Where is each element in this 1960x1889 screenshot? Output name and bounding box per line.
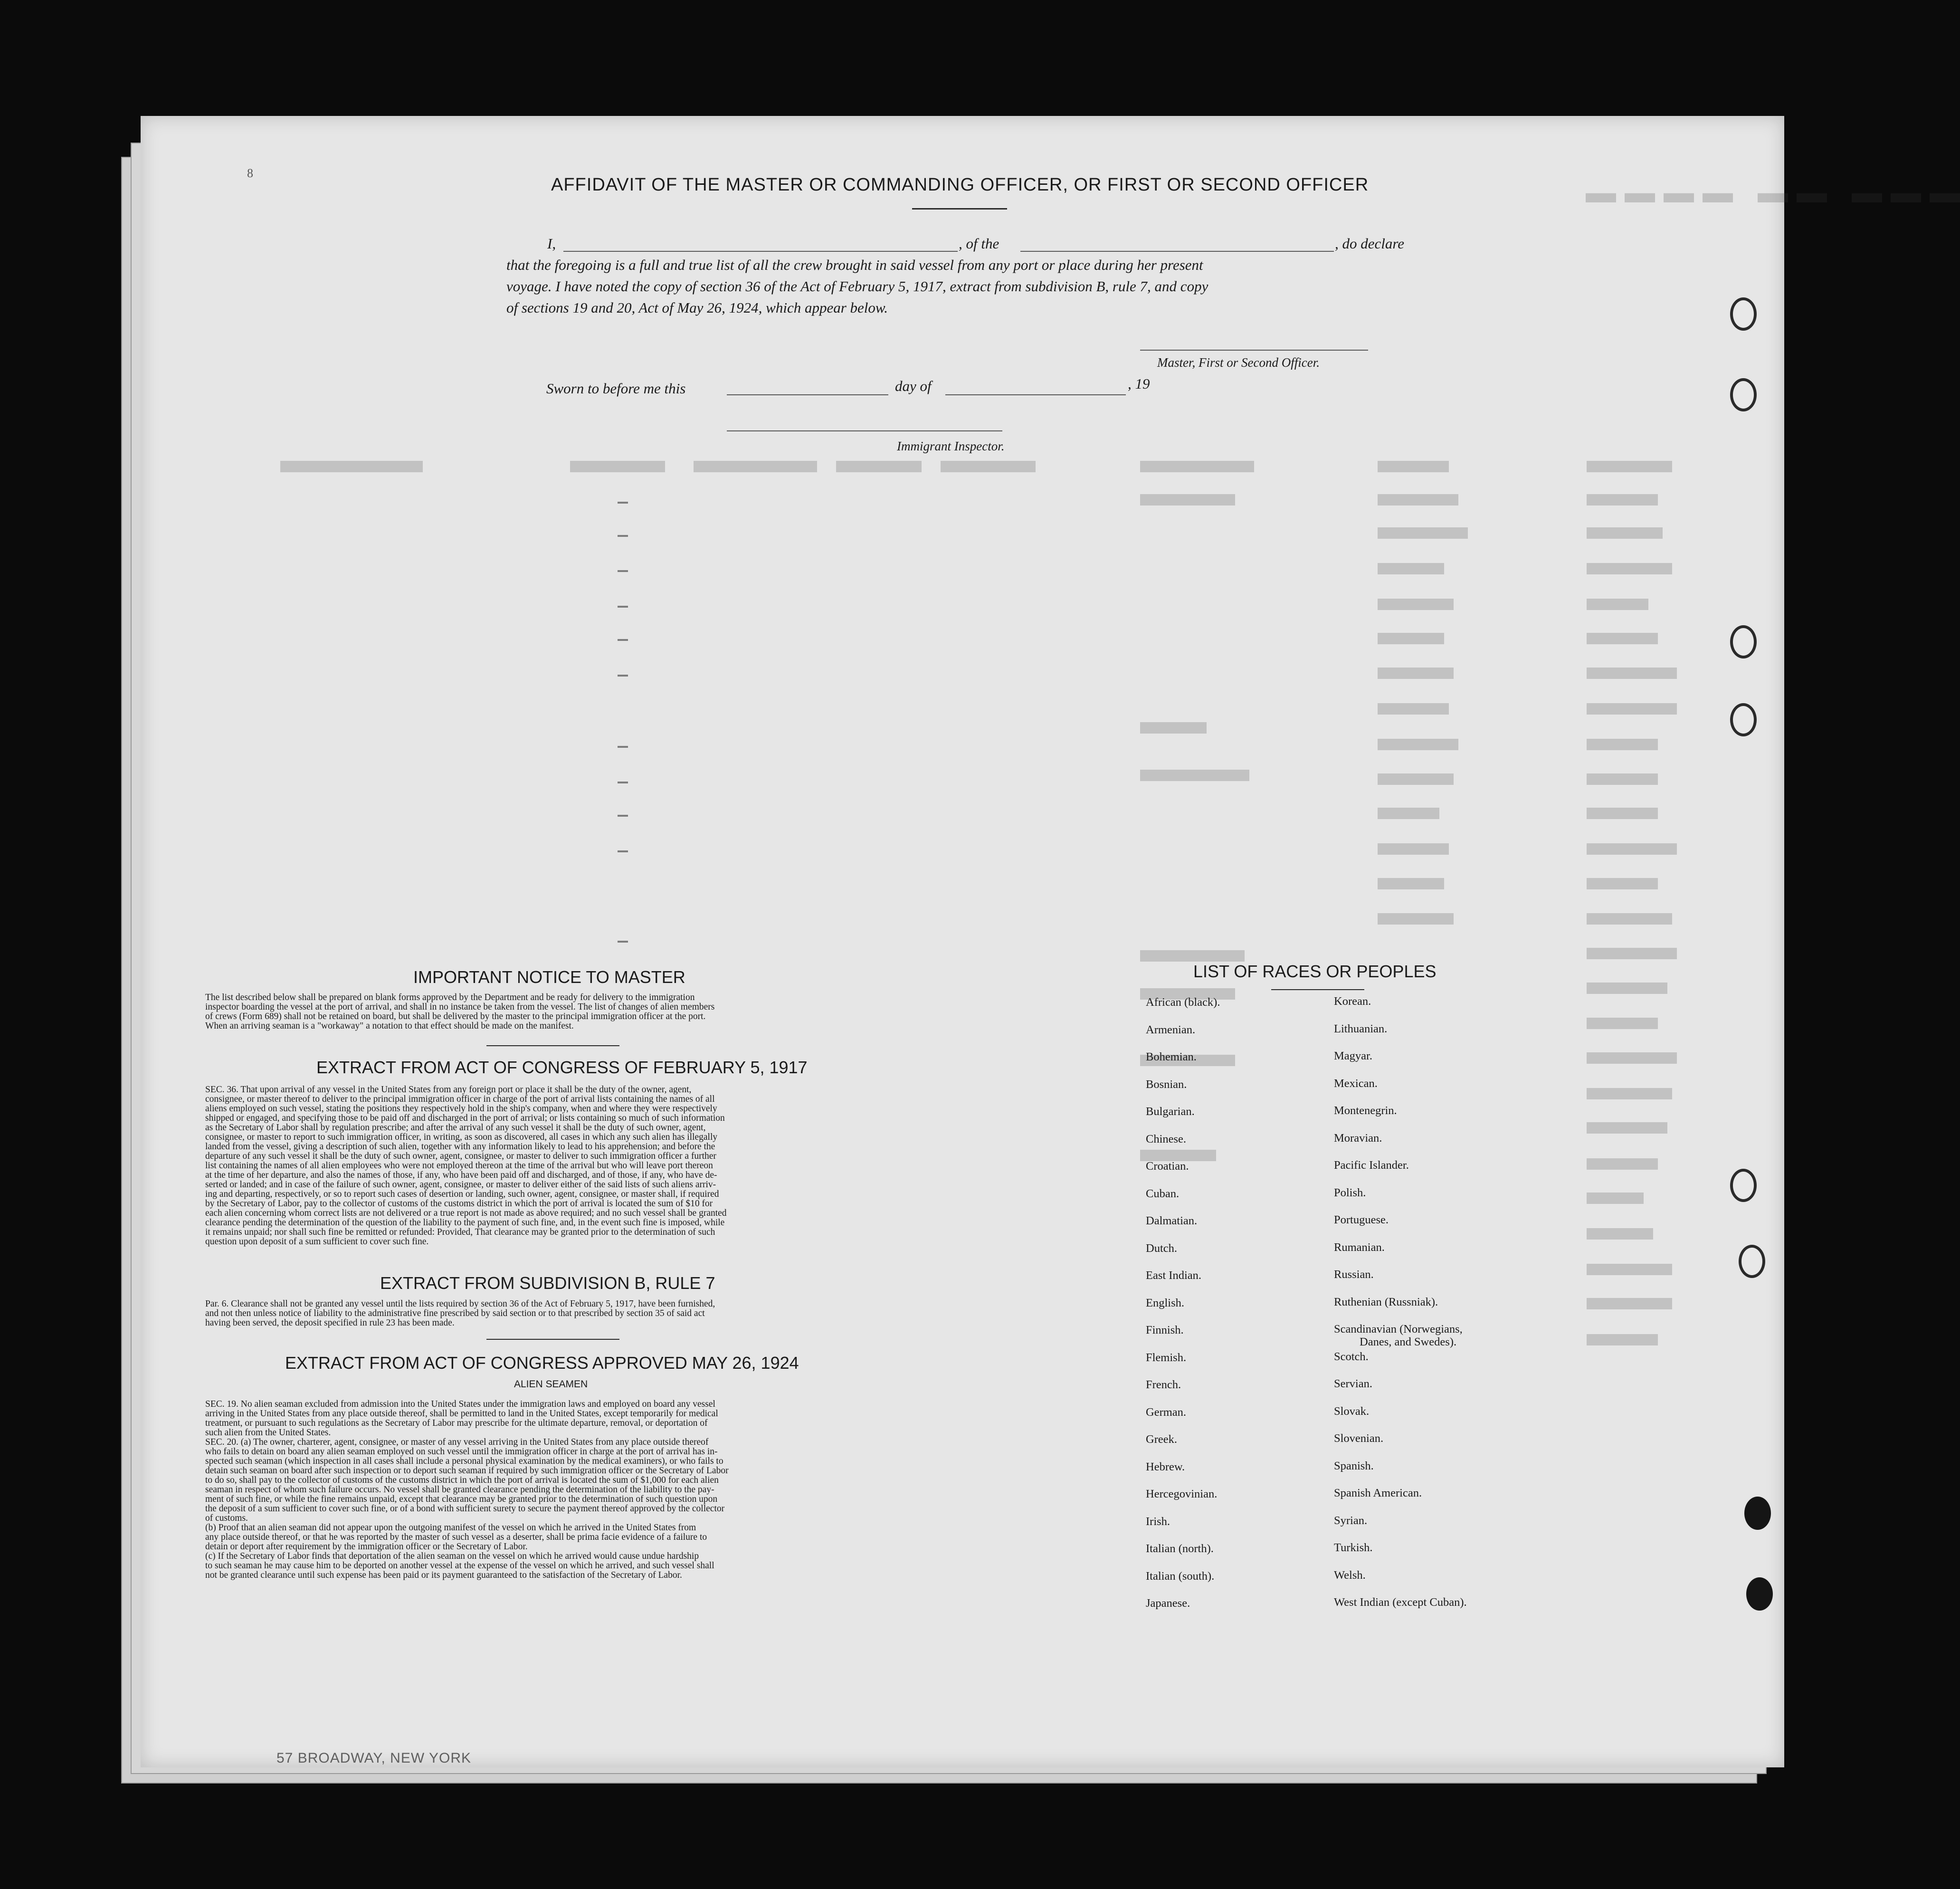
race-label: Spanish. xyxy=(1334,1459,1374,1472)
races-heading: LIST OF RACES OR PEOPLES xyxy=(1193,962,1437,981)
race-item xyxy=(1334,1213,1467,1241)
extract-rule7-heading: EXTRACT FROM SUBDIVISION B, RULE 7 xyxy=(380,1273,715,1293)
race-item xyxy=(1146,1023,1220,1051)
race-label: West Indian (except Cuban). xyxy=(1334,1596,1467,1609)
race-label: Japanese. xyxy=(1146,1597,1190,1610)
race-item xyxy=(1334,1377,1467,1405)
affidavit-declare: , do declare xyxy=(1335,235,1405,252)
affidavit-i: I, xyxy=(547,235,556,252)
race-label: Dalmatian. xyxy=(1146,1214,1198,1227)
race-item xyxy=(1146,1570,1220,1597)
sworn-label: Sworn to before me this xyxy=(546,380,686,397)
race-label: Servian. xyxy=(1334,1377,1372,1390)
extract-rule7-body: Par. 6. Clearance shall not be granted any vessel until the lists required by section 36 of the Act of February 5, 1917, have been furnished, and not then unless notice of liability to the administrative fine prescribed by said section or to that prescribed by section 35 of said act having been served, the deposit specified in rule 23 has been made. xyxy=(205,1299,715,1328)
race-label: Turkish. xyxy=(1334,1541,1373,1554)
race-item xyxy=(1146,1488,1220,1515)
race-item xyxy=(1334,1241,1467,1269)
race-item xyxy=(1334,1460,1467,1487)
race-item xyxy=(1146,1460,1220,1488)
race-item xyxy=(1146,1242,1220,1269)
binder-hole xyxy=(1730,378,1757,411)
master-signature-blank[interactable] xyxy=(1140,350,1368,351)
race-label: Croatian. xyxy=(1146,1160,1189,1173)
race-label: Scotch. xyxy=(1334,1350,1369,1363)
affidavit-title: AFFIDAVIT OF THE MASTER OR COMMANDING OFFICER, OR FIRST OR SECOND OFFICER xyxy=(551,175,1369,195)
extract-1924-heading: EXTRACT FROM ACT OF CONGRESS APPROVED MAY 26, 1924 xyxy=(285,1353,799,1373)
race-label: Mexican. xyxy=(1334,1077,1378,1090)
race-label: Scandinavian (Norwegians, xyxy=(1334,1323,1463,1336)
race-label: German. xyxy=(1146,1405,1187,1419)
master-caption: Master, First or Second Officer. xyxy=(1157,355,1320,370)
page-mark: 8 xyxy=(247,166,253,180)
race-item xyxy=(1146,1133,1220,1160)
race-label: Hebrew. xyxy=(1146,1460,1185,1473)
race-item xyxy=(1334,1432,1467,1460)
race-label: French. xyxy=(1146,1378,1181,1391)
race-label: Ruthenian (Russniak). xyxy=(1334,1295,1438,1308)
extract-1924-body: SEC. 19. No alien seaman excluded from admission into the United States under the immigration laws and employed on board any vessel arriving in the United States from any place outside thereof, shall be permitted to land in the United States, except temporarily for medical treatment, or pursuant to such regulations as the Secretary of Labor may prescribe for the ultimate departure, removal, or deportation of such alien from the United States. SEC. 20. (a) The owner, charterer, agent, consignee, or master of any vessel arriving in the United States from any place outside thereof who fails to detain on board any alien seaman employed on such vessel until the immigration officer in charge at the port of arrival has in- spected such seaman (which inspection in all cases shall include a personal physical examination by the medical examiners), or who fails to detain such seaman on board after such inspection or to deport such seaman if required by such immigration officer or the Secretary of Labor to do so, shall pay to the collector of customs of the customs district in which the port of arrival is located the sum of $1,000 for each alien seaman in respect of whom such failure occurs. No vessel shall be granted clearance pending the determination of the liability to the pay- ment of such fine, or while the fine remains unpaid, except that clearance may be granted prior to the determination of such question upon the deposit of a sum sufficient to cover such fine, or of a bond with sufficient surety to secure the payment thereof approved by the collector of customs. (b) Proof that an alien seaman did not appear upon the outgoing manifest of the vessel on which he arrived in the United States from any place outside thereof, or that he was reported by the master of such vessel as a deserter, shall be prima facie evidence of a failure to detain or deport after requirement by the immigration officer or the Secretary of Labor. (c) If the Secretary of Labor finds that deportation of the alien seaman on the vessel on which he arrived would cause undue hardship to such seaman he may cause him to be deported on another vessel at the expense of the vessel on which he arrived, and such vessel shall not be granted clearance until such expense has been paid or its payment guaranteed to the satisfaction of the Secretary of Labor. xyxy=(205,1399,729,1580)
sworn-day-blank[interactable] xyxy=(727,394,888,395)
race-label: Cuban. xyxy=(1146,1187,1180,1200)
notice-body: The list described below shall be prepared on blank forms approved by the Department and be ready for delivery to the immigration inspector boarding the vessel at the port of arrival, and shall in no instance be taken from the vessel. The list of changes of alien members of crews (Form 689) shall not be retained on board, but shall be delivered by the master to the principal immigration officer at the port. When an arriving seaman is a "workaway" a notation to that effect should be made on the manifest. xyxy=(205,992,715,1031)
race-item xyxy=(1146,1324,1220,1351)
race-item xyxy=(1334,1596,1467,1623)
race-item xyxy=(1334,1514,1467,1542)
race-item xyxy=(1146,1160,1220,1187)
race-label: Italian (north). xyxy=(1146,1542,1214,1555)
race-item xyxy=(1146,1378,1220,1406)
races-right-column xyxy=(1334,995,1467,1623)
race-item xyxy=(1146,1515,1220,1543)
binder-hole xyxy=(1739,1245,1765,1278)
race-label: Irish. xyxy=(1146,1515,1170,1528)
title-divider xyxy=(912,208,1007,210)
race-item xyxy=(1146,1351,1220,1379)
race-label: Moravian. xyxy=(1334,1131,1382,1145)
race-item xyxy=(1334,995,1467,1022)
race-item xyxy=(1334,1268,1467,1296)
race-item xyxy=(1146,1078,1220,1106)
race-label: Bohemian. xyxy=(1146,1050,1197,1063)
race-item xyxy=(1146,1105,1220,1133)
race-label: Polish. xyxy=(1334,1186,1366,1199)
race-item xyxy=(1334,1487,1467,1514)
race-item xyxy=(1334,1186,1467,1214)
race-item xyxy=(1334,1541,1467,1569)
name-blank[interactable] xyxy=(563,251,958,252)
race-label: Lithuanian. xyxy=(1334,1022,1388,1035)
race-label: Bosnian. xyxy=(1146,1078,1187,1091)
race-item xyxy=(1334,1049,1467,1077)
vessel-blank[interactable] xyxy=(1020,251,1334,252)
race-item xyxy=(1146,1542,1220,1570)
race-label: Montenegrin. xyxy=(1334,1104,1397,1117)
race-label: Korean. xyxy=(1334,995,1371,1008)
race-item xyxy=(1334,1077,1467,1105)
race-label: East Indian. xyxy=(1146,1269,1202,1282)
race-item xyxy=(1146,1406,1220,1433)
race-item xyxy=(1334,1022,1467,1050)
extract-1917-heading: EXTRACT FROM ACT OF CONGRESS OF FEBRUARY 5, 1917 xyxy=(316,1058,808,1077)
race-item xyxy=(1334,1296,1467,1323)
affidavit-line-2: that the foregoing is a full and true list of all the crew brought in said vessel from any port or place during her present xyxy=(506,257,1203,273)
race-label: Spanish American. xyxy=(1334,1487,1422,1499)
race-label: Russian. xyxy=(1334,1268,1374,1281)
sworn-month-blank[interactable] xyxy=(945,394,1126,395)
race-label: Rumanian. xyxy=(1334,1240,1385,1254)
race-label: Flemish. xyxy=(1146,1351,1187,1364)
race-label: Pacific Islander. xyxy=(1334,1159,1409,1172)
printer-imprint: 57 BROADWAY, NEW YORK xyxy=(276,1750,471,1766)
extract-1917-body: SEC. 36. That upon arrival of any vessel in the United States from any foreign port or place it shall be the duty of the owner, agent, consignee, or master thereof to deliver to the principal immigration officer in charge of the port of arrival lists containing the names of all aliens employed on such vessel, stating the positions they respectively hold in the ship's company, when and where they were respectively shipped or engaged, and specifying those to be paid off and discharged in the port of arrival; or lists containing so much of such information as the Secretary of Labor shall by regulation prescribe; and after the arrival of any such vessel it shall be the duty of such owner, agent, consignee, or master to report to such immigration officer, in writing, as soon as discovered, all cases in which any such alien has illegally landed from the vessel, giving a description of such alien, together with any information likely to lead to his apprehension; and before the departure of any such vessel it shall be the duty of such owner, agent, consignee, or master to deliver to such immigration officer a further list containing the names of all alien employees who were not employed thereon at the time of the arrival but who will leave port thereon at the time of her departure, and also the names of those, if any, who have been paid off and discharged, and of those, if any, who have de- serted or landed; and in case of the failure of such owner, agent, consignee, or master to deliver either of the said lists of such aliens arriv- ing and departing, respectively, or so to report such cases of desertion or landing, such owner, agent, consignee, or master shall, if required by the Secretary of Labor, pay to the collector of customs of the customs district in which the port of arrival is located the sum of $10 for each alien concerning whom correct lists are not delivered or a true report is not made as above required; and no such vessel shall be granted clearance pending the determination of the question of the liability to the payment of such fine, and, in the event such fine is imposed, while it remains unpaid; nor shall such fine be remitted or refunded: Provided, That clearance may be granted prior to the determination of such question upon deposit of a sum sufficient to cover such fine. xyxy=(205,1085,727,1247)
race-item xyxy=(1334,1569,1467,1596)
affidavit-line-4: of sections 19 and 20, Act of May 26, 1924, which appear below. xyxy=(506,299,888,316)
year-prefix: , 19 xyxy=(1128,375,1150,392)
races-heading-underline xyxy=(1271,989,1364,990)
race-label: Magyar. xyxy=(1334,1049,1372,1062)
race-label: Syrian. xyxy=(1334,1514,1368,1527)
race-label: African (black). xyxy=(1146,996,1220,1009)
binder-hole xyxy=(1744,1497,1771,1530)
race-label: Slovenian. xyxy=(1334,1432,1384,1445)
race-label: Hercegovinian. xyxy=(1146,1488,1218,1500)
race-item xyxy=(1334,1159,1467,1186)
inspector-caption: Immigrant Inspector. xyxy=(897,439,1005,453)
bleed-through-heading: ▬▬▬ ▬▬ ▬▬▬▬ xyxy=(1577,175,1960,209)
race-label: Armenian. xyxy=(1146,1023,1196,1036)
race-label: Finnish. xyxy=(1146,1324,1184,1336)
race-item xyxy=(1146,1433,1220,1460)
alien-seamen-subheading: ALIEN SEAMEN xyxy=(514,1379,588,1390)
race-label: Welsh. xyxy=(1334,1568,1366,1582)
race-item xyxy=(1334,1350,1467,1378)
race-label: Slovak. xyxy=(1334,1404,1370,1418)
binder-hole xyxy=(1730,297,1757,331)
section-divider xyxy=(486,1045,619,1046)
section-divider xyxy=(486,1339,619,1340)
race-label: Chinese. xyxy=(1146,1132,1187,1145)
races-left-column xyxy=(1146,996,1220,1624)
race-item xyxy=(1146,1050,1220,1078)
race-item xyxy=(1334,1405,1467,1432)
inspector-signature-blank[interactable] xyxy=(727,430,1002,431)
race-item xyxy=(1146,996,1220,1023)
race-label: English. xyxy=(1146,1296,1184,1309)
race-item xyxy=(1334,1323,1467,1350)
race-label: Portuguese. xyxy=(1334,1213,1389,1226)
affidavit-line-3: voyage. I have noted the copy of section 36 of the Act of February 5, 1917, extract from subdivision B, rule 7, and copy xyxy=(506,278,1208,295)
race-label: Italian (south). xyxy=(1146,1569,1215,1583)
day-of-label: day of xyxy=(895,378,932,394)
affidavit-of-the: , of the xyxy=(959,235,999,252)
race-item xyxy=(1146,1269,1220,1297)
notice-heading: IMPORTANT NOTICE TO MASTER xyxy=(413,967,685,987)
race-item xyxy=(1334,1104,1467,1132)
race-label: Dutch. xyxy=(1146,1241,1177,1255)
race-item xyxy=(1146,1297,1220,1324)
race-item xyxy=(1146,1187,1220,1215)
race-item xyxy=(1146,1214,1220,1242)
binder-hole xyxy=(1746,1577,1773,1611)
race-label: Bulgarian. xyxy=(1146,1105,1195,1118)
race-label-continuation: Danes, and Swedes). xyxy=(1360,1336,1457,1348)
race-item xyxy=(1146,1597,1220,1624)
race-item xyxy=(1334,1132,1467,1159)
race-label: Greek. xyxy=(1146,1433,1177,1446)
